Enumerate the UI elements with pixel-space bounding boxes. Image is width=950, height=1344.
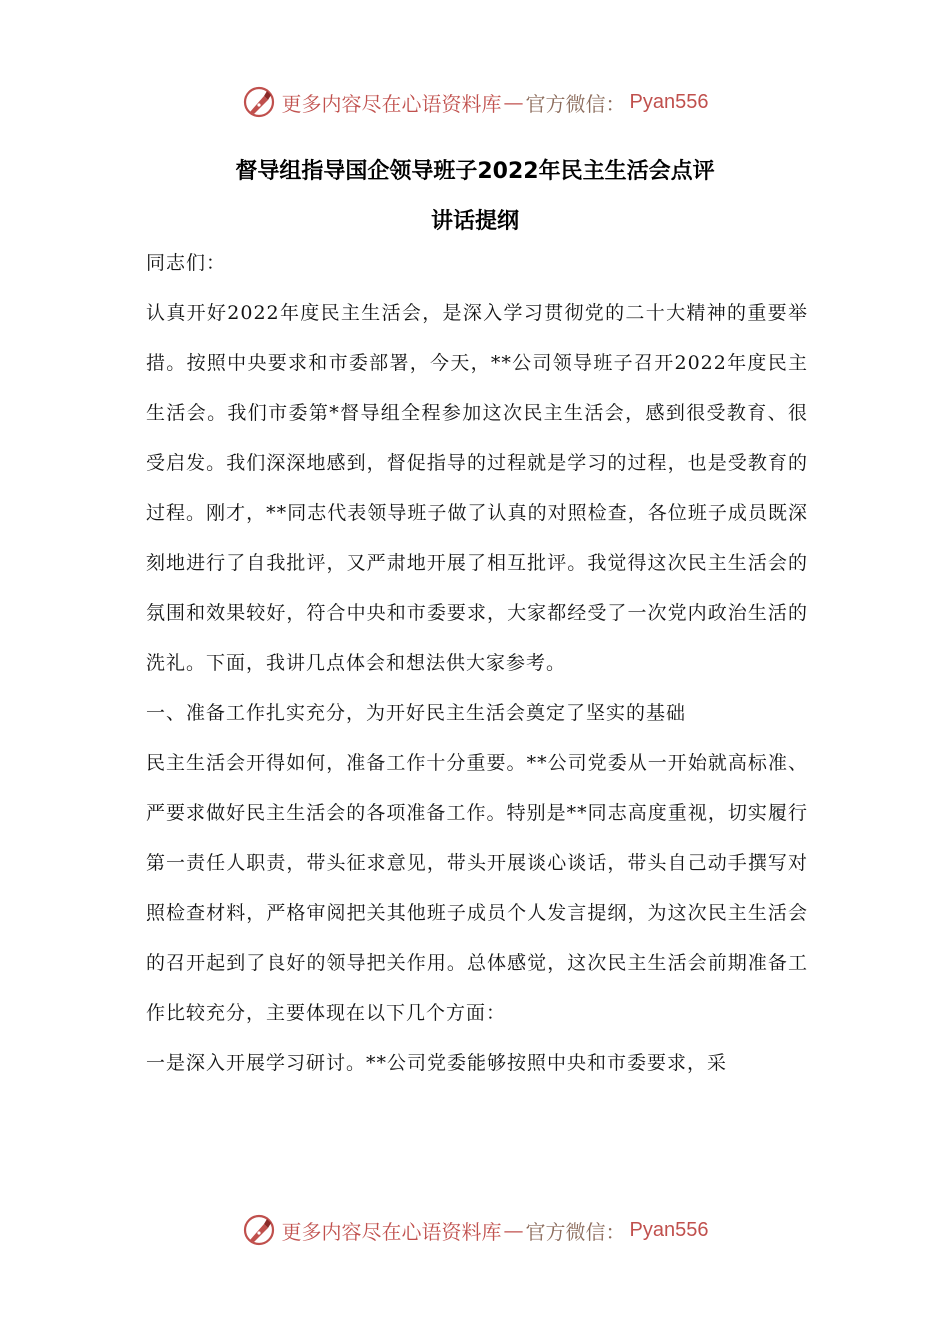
section-heading-1: 一、准备工作扎实充分，为开好民主生活会奠定了坚实的基础 — [146, 702, 687, 724]
paragraph-salutation: 同志们： — [146, 252, 227, 274]
banner-wechat-id: Pyan556 — [629, 90, 709, 113]
banner-official-label: 官方微信： — [525, 1219, 626, 1244]
banner-brand-text: 更多内容尽在心语资料库 — [281, 1219, 502, 1244]
document-title-line1: 督导组指导国企领导班子2022年民主生活会点评 — [235, 159, 715, 184]
pen-nib-logo-icon — [242, 85, 276, 119]
banner-dash: — — [503, 1218, 524, 1242]
banner-official-label: 官方微信： — [525, 91, 626, 116]
banner-brand-text: 更多内容尽在心语资料库 — [281, 91, 502, 116]
pen-nib-logo-icon — [242, 1213, 276, 1247]
banner-dash: — — [503, 90, 524, 114]
footer-banner — [0, 1208, 950, 1252]
banner-wechat-id: Pyan556 — [629, 1218, 709, 1241]
document-body — [146, 238, 808, 1088]
paragraph-preparation: 民主生活会开得如何，准备工作十分重要。**公司党委从一开始就高标准、严要求做好民主生活会的各项准备工作。特别是**同志高度重视，切实履行第一责任人职责，带头征求意见，带头开展谈心谈话，带头自己动手撰写对照检查材料，严格审阅把关其他班子成员个人发言提纲，为这次民主生活会的召开起到了良好的领导把关作用。总体感觉，这次民主生活会前期准备工作比较充分，主要体现在以下几个方面： — [146, 752, 808, 1024]
paragraph-point-1: 一是深入开展学习研讨。**公司党委能够按照中央和市委要求，采 — [146, 1052, 728, 1074]
document-title-line2: 讲话提纲 — [430, 209, 519, 234]
header-banner — [0, 80, 950, 124]
paragraph-intro: 认真开好2022年度民主生活会，是深入学习贯彻党的二十大精神的重要举措。按照中央要求和市委部署，今天，**公司领导班子召开2022年度民主生活会。我们市委第*督导组全程参加这次民主生活会，感到很受教育、很受启发。我们深深地感到，督促指导的过程就是学习的过程，也是受教育的过程。刚才，**同志代表领导班子做了认真的对照检查，各位班子成员既深刻地进行了自我批评，又严肃地开展了相互批评。我觉得这次民主生活会的氛围和效果较好，符合中央和市委要求，大家都经受了一次党内政治生活的洗礼。下面，我讲几点体会和想法供大家参考。 — [146, 302, 808, 674]
